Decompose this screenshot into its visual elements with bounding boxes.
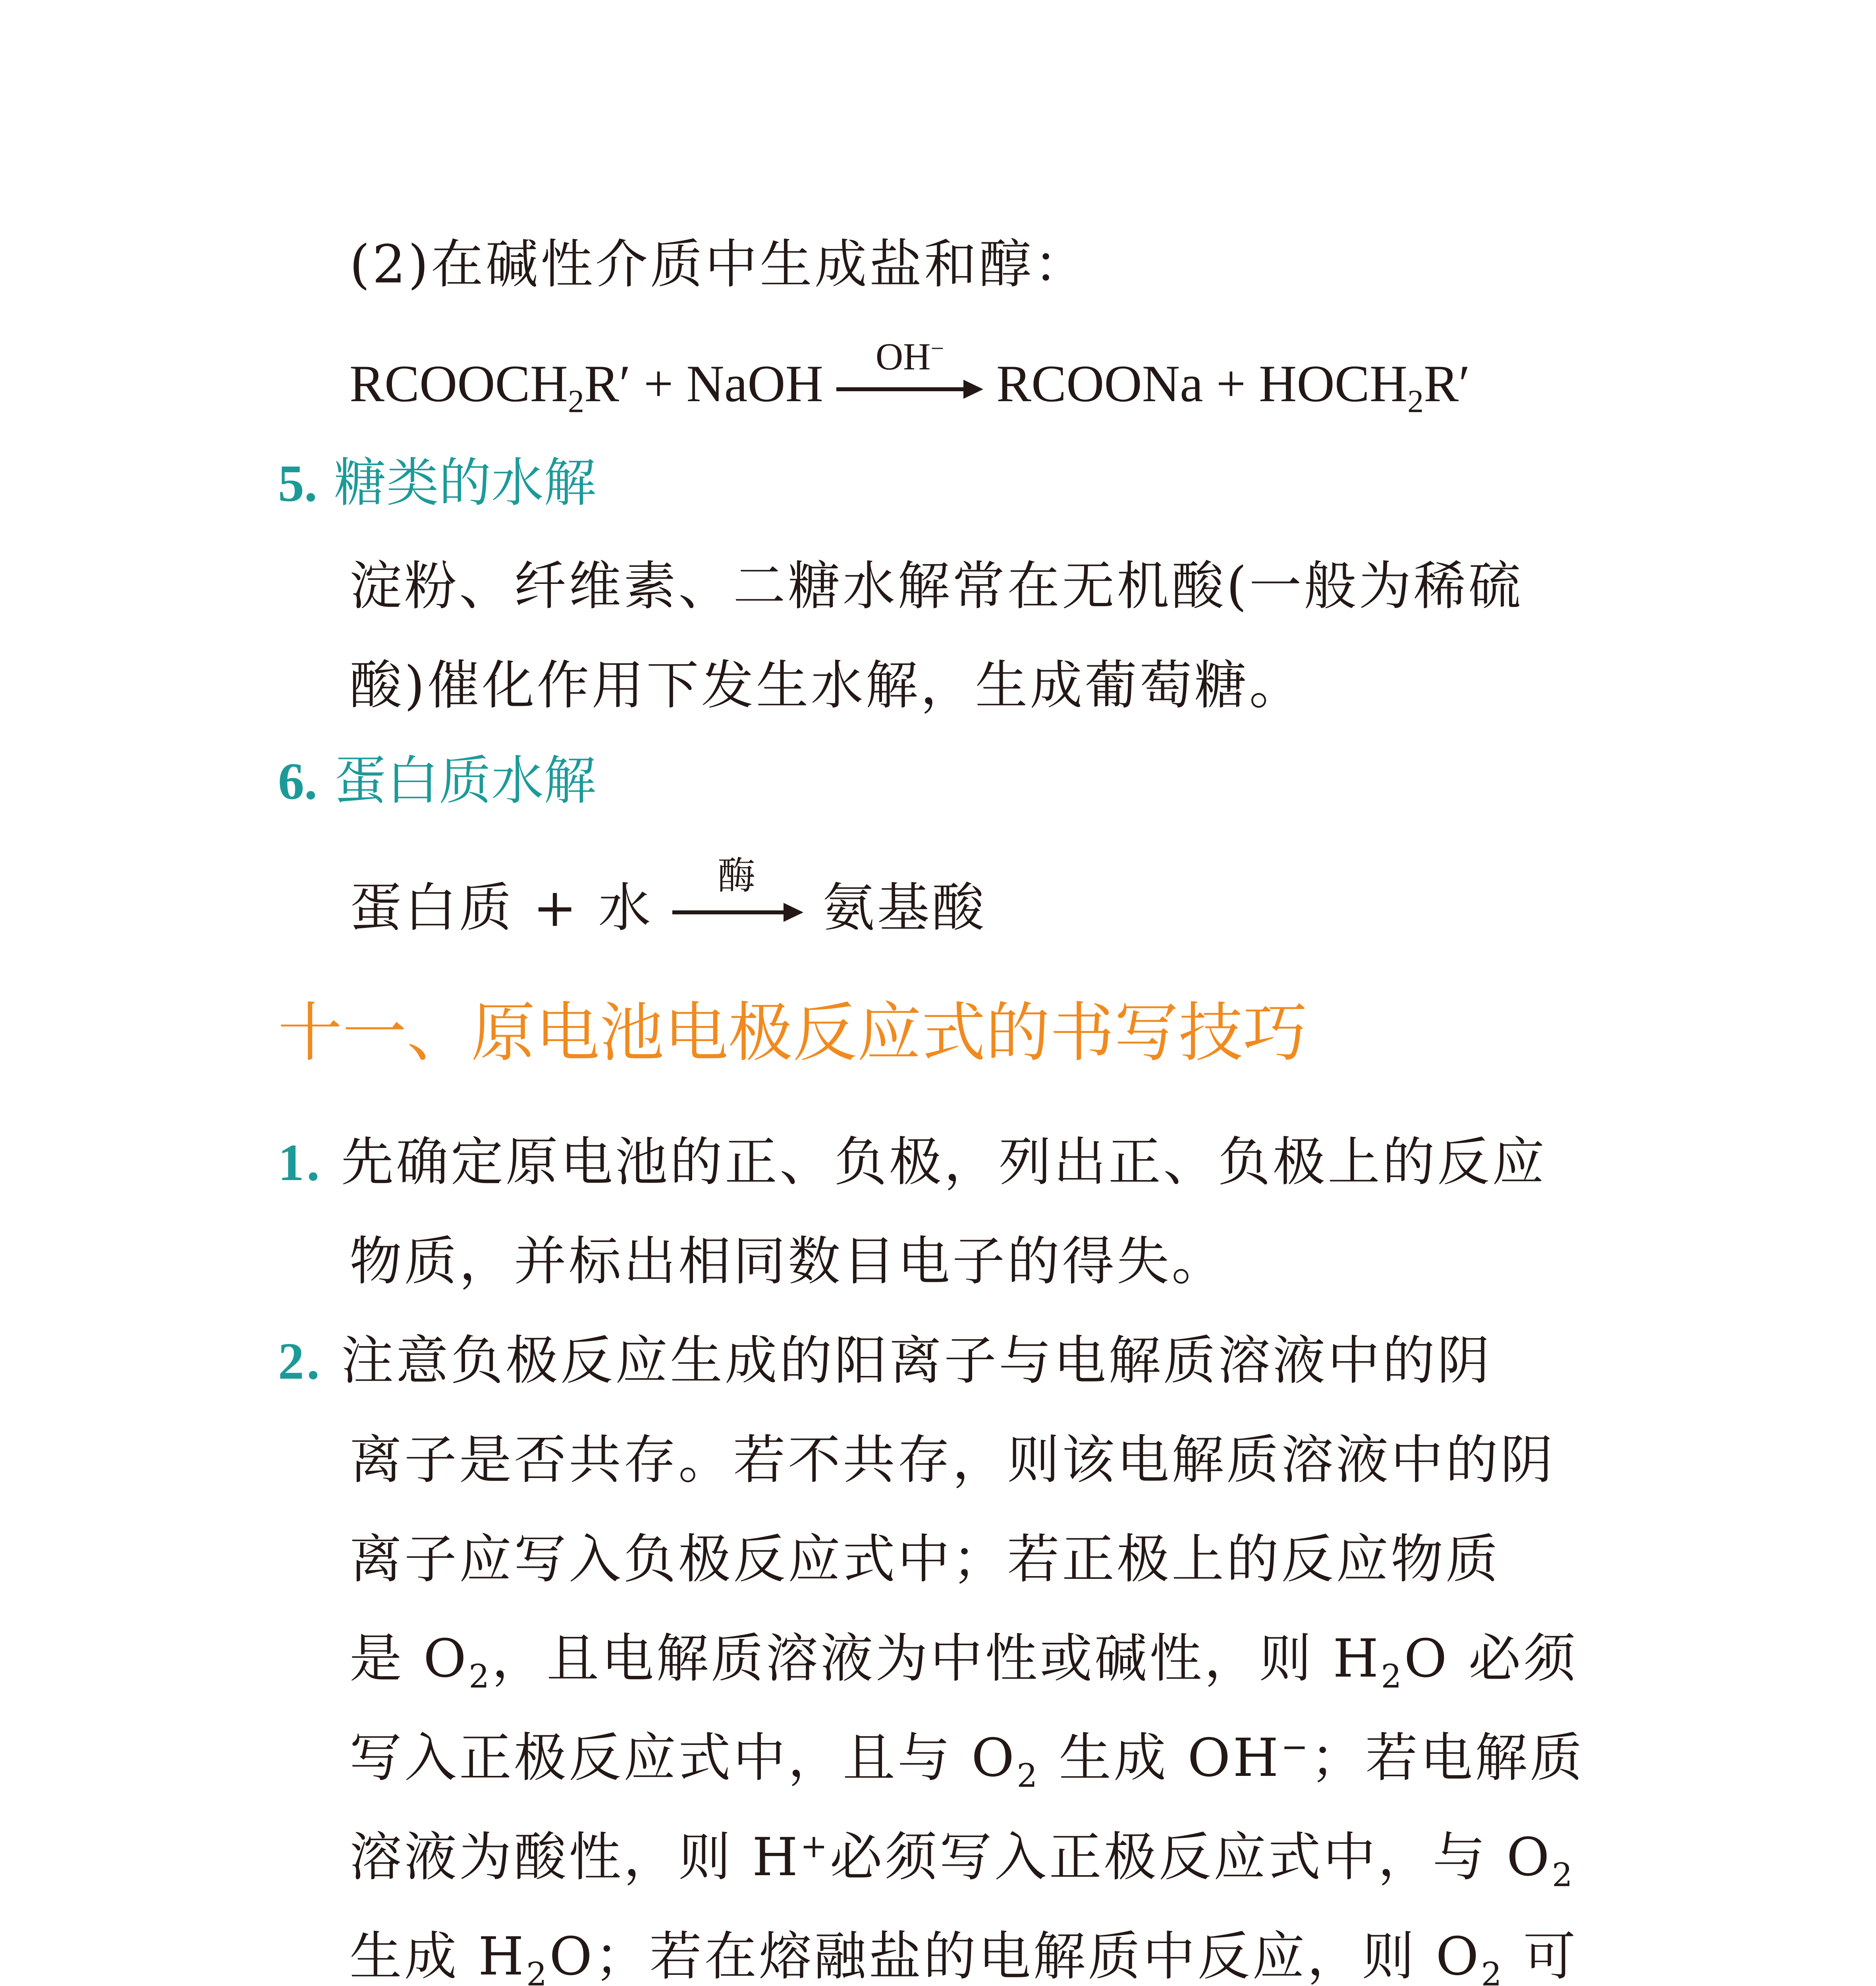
paragraph-line: 离子是否共存。若不共存，则该电解质溶液中的阴 <box>349 1430 1555 1491</box>
subheading-number: 5. <box>278 454 317 512</box>
paragraph-line: 物质，并标出相同数目电子的得失。 <box>349 1231 1226 1292</box>
paragraph-line: 注意负极反应生成的阳离子与电解质溶液中的阴 <box>341 1330 1492 1391</box>
paragraph-line: 写入正极反应式中，且与 $O_2$ 生成 OH−；若电解质 <box>349 1727 1585 1795</box>
eq1-right-a: RCOONa + HOCH <box>996 354 1408 413</box>
eq2-left: 蛋白质 + 水 <box>349 877 653 939</box>
subheading-protein-hydrolysis <box>278 750 596 811</box>
subheading-number: 6. <box>278 752 317 810</box>
eq2-right: 氨基酸 <box>822 877 987 939</box>
equation-ester-alkaline-hydrolysis <box>349 335 1470 419</box>
section-heading: 十一、原电池电极反应式的书写技巧 <box>278 996 1307 1070</box>
paragraph-line: 酸)催化作用下发生水解，生成葡萄糖。 <box>349 655 1304 716</box>
arrow-condition: OH− <box>875 335 944 378</box>
list-item-2 <box>278 1330 1492 1391</box>
paragraph-line: 是 $O_2$，且电解质溶液为中性或碱性，则 $H_2O$ 必须 <box>349 1628 1578 1696</box>
equation-protein-hydrolysis <box>349 853 987 939</box>
eq1-right-b: R′ <box>1424 354 1470 413</box>
eq1-left-sub: 2 <box>568 383 585 419</box>
paragraph-line: 离子应写入负极反应式中；若正极上的反应物质 <box>349 1529 1500 1590</box>
subheading-title: 糖类的水解 <box>334 452 596 514</box>
paragraph-line: 先确定原电池的正、负极，列出正、负极上的反应 <box>341 1132 1547 1193</box>
eq1-left-b: R′ + NaOH <box>584 354 823 413</box>
list-item-1 <box>278 1132 1547 1193</box>
arrow-condition: 酶 <box>717 853 758 898</box>
paragraph-line: 生成 $H_2O$；若在熔融盐的电解质中反应，则 $O_2$ 可 <box>349 1926 1578 1986</box>
eq1-right-sub: 2 <box>1407 383 1424 419</box>
item2-label: (2)在碱性介质中生成盐和醇： <box>349 234 1089 295</box>
subheading-title: 蛋白质水解 <box>334 750 596 811</box>
subheading-sugar-hydrolysis <box>278 452 596 514</box>
reaction-arrow <box>836 335 983 401</box>
paragraph-line: 溶液为酸性，则 H+必须写入正极反应式中，与 $O_2$ <box>349 1827 1575 1894</box>
eq1-left-a: RCOOCH <box>349 354 568 413</box>
list-number: 2. <box>278 1332 322 1390</box>
list-number: 1. <box>278 1133 322 1192</box>
reaction-arrow <box>672 853 803 924</box>
paragraph-line: 淀粉、纤维素、二糖水解常在无机酸(一般为稀硫 <box>349 556 1523 617</box>
